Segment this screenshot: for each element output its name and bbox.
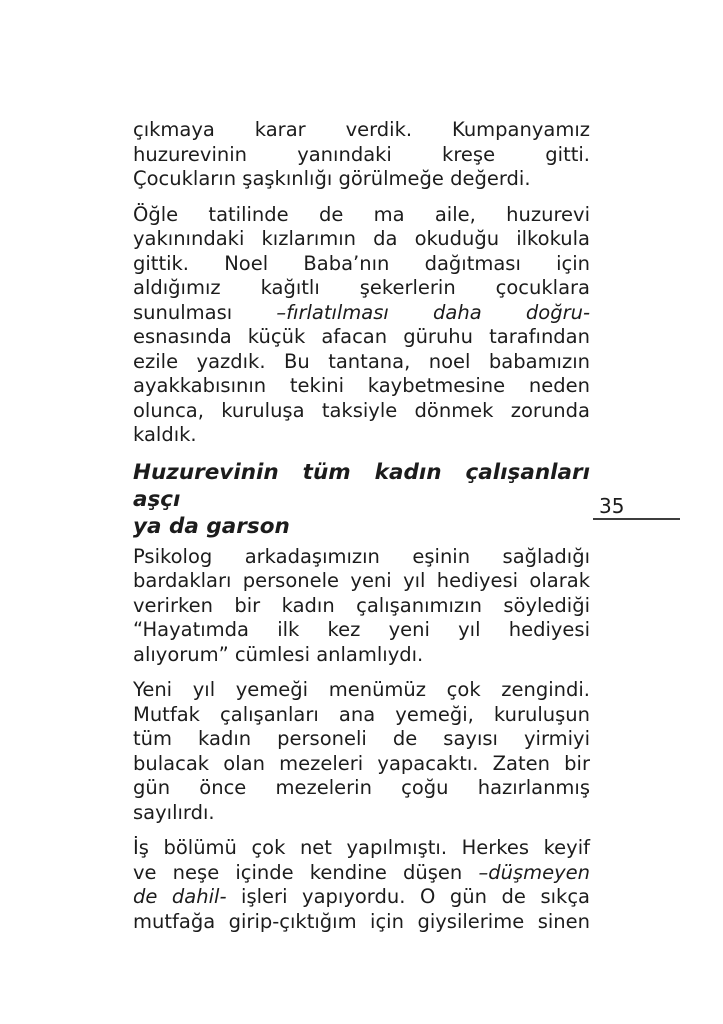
paragraph xyxy=(133,203,590,448)
text-line: verirken bir kadın çalışanımızın söylediği xyxy=(133,593,590,617)
text-line: bulacak olan mezeleri yapacaktı. Zaten bir xyxy=(133,751,590,775)
text-line: gittik. Noel Baba’nın dağıtması için xyxy=(133,251,590,275)
text-line: yakınındaki kızlarımın da okuduğu ilkokula xyxy=(133,227,590,250)
text-line: tüm kadın personeli de sayısı yirmiyi xyxy=(133,727,590,750)
text-line: olunca, kuruluşa taksiyle dönmek zorunda xyxy=(133,398,590,422)
text-line: mutfağa girip-çıktığım için giysilerime sinen xyxy=(133,909,590,933)
text-line: aldığımız kağıtlı şekerlerin çocuklara xyxy=(133,276,590,299)
paragraph xyxy=(133,678,590,825)
text-line: huzurevinin yanındaki kreşe gitti. xyxy=(133,142,590,166)
text-line: ayakkabısının tekini kaybetmesine neden xyxy=(133,374,590,397)
text-line xyxy=(133,885,590,910)
text-line: Huzurevinin tüm kadın çalışanları aşçı xyxy=(133,459,590,512)
paragraph xyxy=(133,545,590,668)
text-line: “Hayatımda ilk kez yeni yıl hediyesi xyxy=(133,618,590,641)
text-segment: işleri yapıyordu. O gün de sıkça xyxy=(226,885,590,908)
paragraph xyxy=(133,836,590,934)
text-line: gün önce mezelerin çoğu hazırlanmış xyxy=(133,776,590,799)
text-column xyxy=(133,118,590,945)
text-line: Yeni yıl yemeği menümüz çok zengindi. xyxy=(133,678,590,701)
text-line: Mutfak çalışanları ana yemeği, kuruluşun xyxy=(133,702,590,726)
page-number-block xyxy=(593,494,680,520)
text-line: ya da garson xyxy=(133,513,290,539)
text-line: bardakları personele yeni yıl hediyesi olarak xyxy=(133,569,590,592)
text-line: Öğle tatilinde de ma aile, huzurevi xyxy=(133,202,590,226)
section-heading xyxy=(133,459,590,540)
text-line: alıyorum” cümlesi anlamlıydı. xyxy=(133,642,424,666)
text-line: Psikolog arkadaşımızın eşinin sağladığı xyxy=(133,544,590,568)
italic-text-segment: de dahil- xyxy=(133,885,227,908)
italic-text-segment: –fırlatılması daha doğru- xyxy=(276,300,590,324)
text-line: İş bölümü çok net yapılmıştı. Herkes keyif xyxy=(133,836,590,859)
page-number: 35 xyxy=(599,494,625,518)
text-line: esnasında küçük afacan güruhu tarafından xyxy=(133,325,590,348)
italic-text-segment: –düşmeyen xyxy=(478,860,590,884)
text-line xyxy=(133,301,590,326)
text-line: sayılırdı. xyxy=(133,800,215,824)
text-line: ezile yazdık. Bu tantana, noel babamızın xyxy=(133,349,590,373)
text-line: Çocukların şaşkınlığı görülmeğe değerdi. xyxy=(133,167,531,190)
text-line: kaldık. xyxy=(133,423,197,446)
text-segment: sunulması xyxy=(133,300,277,324)
text-line: çıkmaya karar verdik. Kumpanyamız xyxy=(133,118,590,141)
paragraph xyxy=(133,118,590,192)
text-line xyxy=(133,861,590,886)
text-segment: ve neşe içinde kendine düşen xyxy=(133,860,479,884)
